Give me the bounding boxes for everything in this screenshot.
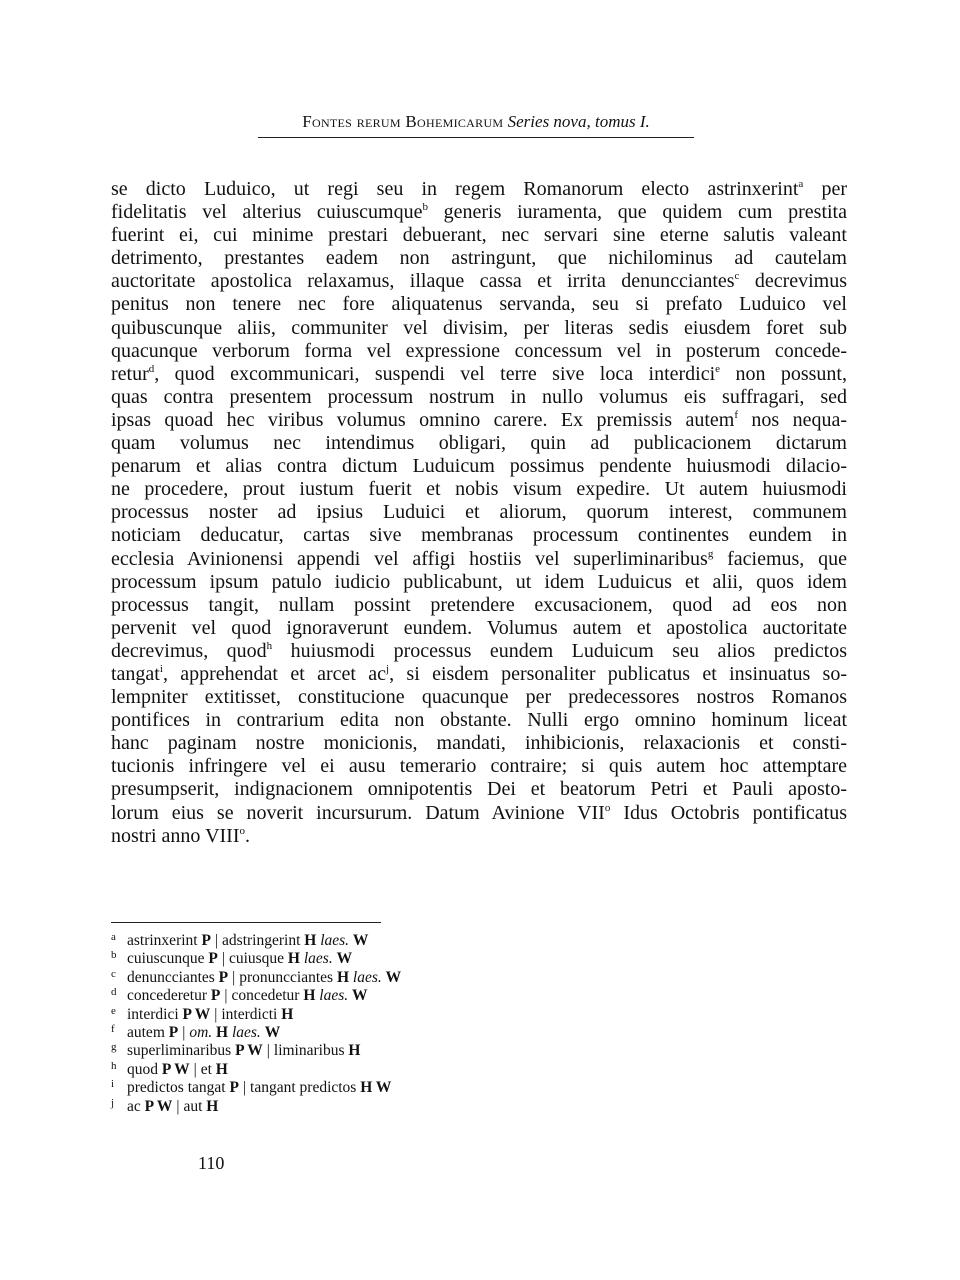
text-segment: nostri anno VIII (111, 824, 240, 847)
text-segment: pervenit vel quod ignoraverunt eundem. Volumus autem et apostolica auctoritate (111, 616, 847, 639)
manuscript-siglum: W (385, 968, 402, 986)
footnote-mark: h (111, 1059, 117, 1072)
main-text (111, 178, 847, 848)
manuscript-siglum: P W (182, 1005, 211, 1023)
manuscript-siglum: P (218, 968, 229, 986)
footnote-entry (111, 932, 611, 950)
footnote-entry (111, 1006, 611, 1024)
reading: aut (183, 1097, 203, 1115)
text-line (111, 640, 847, 663)
editorial-note: laes. (231, 1024, 261, 1042)
text-segment: quacunque verborum forma vel expressione concessum vel in posterum concede- (111, 339, 847, 362)
text-segment: tucionis infringere vel ei ausu temerario contraire; si quis autem hoc attemptare (111, 755, 847, 778)
text-segment: quam volumus nec intendimus obligari, quin ad publicacionem dictarum (111, 432, 847, 455)
footnote-mark: g (111, 1041, 117, 1054)
text-line (111, 478, 847, 501)
text-line (111, 224, 847, 247)
text-segment: ne procedere, prout iustum fuerit et nobis visum expedire. Ut autem huiusmodi (111, 478, 847, 501)
manuscript-siglum: P (201, 932, 211, 949)
footnote-marker: g (707, 547, 714, 560)
footnote-entry (111, 969, 611, 987)
running-header (258, 112, 694, 136)
reading: autem (127, 1024, 165, 1042)
text-segment: ipsas quoad hec viribus volumus omnino carere. Ex premissis autem (111, 408, 735, 431)
footnote-marker: c (734, 270, 740, 283)
text-line (111, 386, 847, 409)
variant-separator: | (182, 1024, 186, 1042)
text-line (111, 524, 847, 547)
text-line (111, 317, 847, 340)
editorial-note: laes. (303, 950, 333, 968)
text-segment: ecclesia Avinionensi appendi vel affigi hostiis vel superliminaribus (111, 547, 708, 570)
footnote-entry (111, 987, 611, 1005)
text-segment: nos nequa- (737, 408, 847, 431)
text-line (111, 293, 847, 316)
text-line (111, 501, 847, 524)
footnote-mark: f (111, 1023, 115, 1036)
text-segment: huiusmodi processus eundem Luduicum seu alios predictos (272, 639, 847, 662)
text-segment: processus tangit, nullam possint pretendere excusacionem, quod ad eos non (111, 593, 847, 616)
manuscript-siglum: W (264, 1024, 281, 1042)
manuscript-siglum: H W (360, 1079, 392, 1097)
text-segment: . (245, 824, 250, 847)
text-segment: fuerint ei, cui minime prestari debuerant, nec servari sine eterne salutis valeant (111, 224, 847, 247)
manuscript-siglum: P W (144, 1097, 173, 1115)
reading: concedetur (231, 987, 300, 1005)
reading: astrinxerint (127, 932, 198, 949)
text-line (111, 709, 847, 732)
footnote-mark: j (111, 1096, 115, 1109)
footnote-marker: b (422, 201, 428, 214)
text-line (111, 432, 847, 455)
editorial-note: laes. (319, 987, 349, 1005)
manuscript-siglum: P (210, 987, 221, 1005)
manuscript-siglum: W (352, 932, 369, 949)
variant-separator: | (214, 932, 219, 949)
reading: interdici (127, 1005, 179, 1023)
variant-separator: | (214, 1005, 218, 1023)
footnote-entry (111, 1079, 611, 1097)
reading: et (200, 1060, 212, 1078)
text-segment: lorum eius se noverit incursurum. Datum Avinione VII (111, 801, 605, 824)
text-segment: processus noster ad ipsius Luduici et aliorum, quorum interest, communem (111, 501, 847, 524)
variant-separator: | (221, 950, 225, 968)
text-line (111, 409, 847, 432)
reading: cuiusque (228, 950, 285, 968)
text-line (111, 340, 847, 363)
text-line (111, 755, 847, 778)
footnote-mark: d (111, 986, 117, 999)
footnote-mark: a (111, 931, 116, 943)
reading: cuiuscunque (127, 950, 205, 968)
editorial-note: laes. (320, 932, 350, 949)
manuscript-siglum: H (303, 987, 316, 1005)
manuscript-siglum: H (281, 1005, 294, 1023)
footnote-rule (111, 922, 381, 923)
editorial-note: om. (189, 1024, 213, 1042)
text-line (111, 686, 847, 709)
text-line (111, 594, 847, 617)
footnote-marker: e (715, 362, 721, 375)
text-segment: retur (111, 362, 149, 385)
text-segment: lempniter extitisset, constitucione quacunque per predecessores nostros Romanos (111, 686, 847, 709)
manuscript-siglum: W (336, 950, 353, 968)
reading: tangant predictos (250, 1079, 357, 1097)
manuscript-siglum: H (216, 1024, 229, 1042)
header-rule (258, 137, 694, 138)
footnote-entry (111, 950, 611, 968)
reading: superliminaribus (127, 1042, 232, 1060)
text-segment: faciemus, que (713, 547, 847, 570)
text-line (111, 825, 847, 848)
footnote-marker: o (239, 824, 245, 837)
text-segment: Idus Octobris pontificatus (610, 801, 848, 824)
reading: predictos tangat (127, 1079, 226, 1097)
footnote-marker: j (386, 662, 390, 675)
editorial-note: laes. (352, 968, 382, 986)
reading: denuncciantes (127, 968, 215, 986)
text-segment: , si eisdem personaliter publicatus et insinuatus so- (389, 662, 848, 685)
footnote-entry (111, 1024, 611, 1042)
text-segment: penarum et alias contra dictum Luduicum possimus pendente huiusmodi dilacio- (111, 455, 847, 478)
text-segment: decrevimus (739, 270, 848, 293)
text-segment: , apprehendat et arcet ac (162, 662, 387, 685)
footnote-mark: e (111, 1004, 116, 1017)
reading: interdicti (221, 1005, 278, 1023)
manuscript-siglum: H (348, 1042, 361, 1060)
footnote-marker: f (734, 408, 738, 421)
variant-separator: | (193, 1060, 197, 1078)
footnote-mark: b (111, 949, 117, 962)
manuscript-siglum: P W (235, 1042, 263, 1060)
manuscript-siglum: H (287, 950, 300, 968)
manuscript-siglum: P (168, 1024, 179, 1042)
text-segment: quas contra presentem processum nostrum in nullo volumus eis suffragari, sed (111, 385, 847, 408)
page-number: 110 (198, 1153, 225, 1173)
text-line (111, 548, 847, 571)
variant-separator: | (232, 968, 236, 986)
text-line (111, 663, 847, 686)
text-segment: pontifices in contrarium edita non obstante. Nulli ergo omnino hominum liceat (111, 709, 847, 732)
text-line (111, 802, 847, 825)
reading: adstringerint (222, 932, 301, 949)
text-segment: processum ipsum patulo iudicio publicabunt, ut idem Luduicus et alii, quos idem (111, 570, 847, 593)
text-segment: hanc paginam nostre monicionis, mandati, inhibicionis, relaxacionis et consti- (111, 732, 847, 755)
footnote-mark: i (111, 1078, 115, 1091)
text-segment: per (803, 178, 847, 200)
text-line (111, 178, 847, 201)
text-segment: presumpserit, indignacionem omnipotentis Dei et beatorum Petri et Pauli aposto- (111, 778, 847, 801)
text-line (111, 778, 847, 801)
volume-label: Series nova, tomus I. (507, 112, 650, 131)
text-segment: quibuscunque aliis, communiter vel divisim, per literas sedis eiusdem foret sub (111, 316, 847, 339)
text-segment: noticiam deducatur, cartas sive membranas processum continentes eundem in (111, 524, 847, 547)
manuscript-siglum: H (215, 1060, 228, 1078)
footnote-marker: a (798, 178, 804, 190)
text-segment: detrimento, prestantes eadem non astringunt, que nichilominus ad cautelam (111, 247, 847, 270)
text-segment: , quod excommunicari, suspendi vel terre sive loca interdici (154, 362, 716, 385)
manuscript-siglum: P (208, 950, 218, 968)
reading: quod (127, 1060, 158, 1078)
text-line (111, 732, 847, 755)
footnotes (111, 932, 611, 1116)
manuscript-siglum: W (352, 987, 368, 1005)
series-title: Fontes rerum Bohemicarum (302, 112, 504, 131)
text-line (111, 247, 847, 270)
reading: liminaribus (273, 1042, 345, 1060)
manuscript-siglum: H (206, 1097, 219, 1115)
variant-separator: | (242, 1079, 247, 1097)
text-segment: fidelitatis vel alterius cuiuscumque (111, 201, 423, 224)
reading: pronuncciantes (239, 968, 334, 986)
manuscript-siglum: H (336, 968, 350, 986)
footnote-marker: i (159, 662, 163, 675)
text-segment: generis iuramenta, que quidem cum prestita (427, 201, 847, 224)
text-line (111, 617, 847, 640)
variant-separator: | (176, 1097, 180, 1115)
manuscript-siglum: P W (161, 1060, 190, 1078)
footnote-marker: o (604, 801, 611, 814)
text-segment: non possunt, (720, 362, 847, 385)
footnote-marker: d (148, 362, 155, 375)
text-line (111, 571, 847, 594)
text-segment: tangat (111, 662, 160, 685)
variant-separator: | (224, 987, 228, 1005)
text-segment: se dicto Luduico, ut regi seu in regem Romanorum electo astrinxerint (111, 178, 799, 200)
manuscript-siglum: H (304, 932, 317, 949)
reading: concederetur (127, 987, 208, 1005)
footnote-mark: c (111, 967, 116, 980)
footnote-entry (111, 1042, 611, 1060)
footnote-marker: h (266, 639, 273, 652)
text-segment: auctoritate apostolica relaxamus, illaque cassa et irrita denuncciantes (111, 270, 735, 293)
footnote-entry (111, 1098, 611, 1116)
text-line (111, 455, 847, 478)
manuscript-siglum: P (229, 1079, 239, 1097)
text-segment: penitus non tenere nec fore aliquatenus servanda, seu si prefato Luduico vel (111, 293, 847, 316)
text-segment: decrevimus, quod (111, 639, 267, 662)
reading: ac (127, 1097, 141, 1115)
text-line (111, 201, 847, 224)
variant-separator: | (266, 1042, 270, 1060)
text-line (111, 270, 847, 293)
text-line (111, 363, 847, 386)
footnote-entry (111, 1061, 611, 1079)
